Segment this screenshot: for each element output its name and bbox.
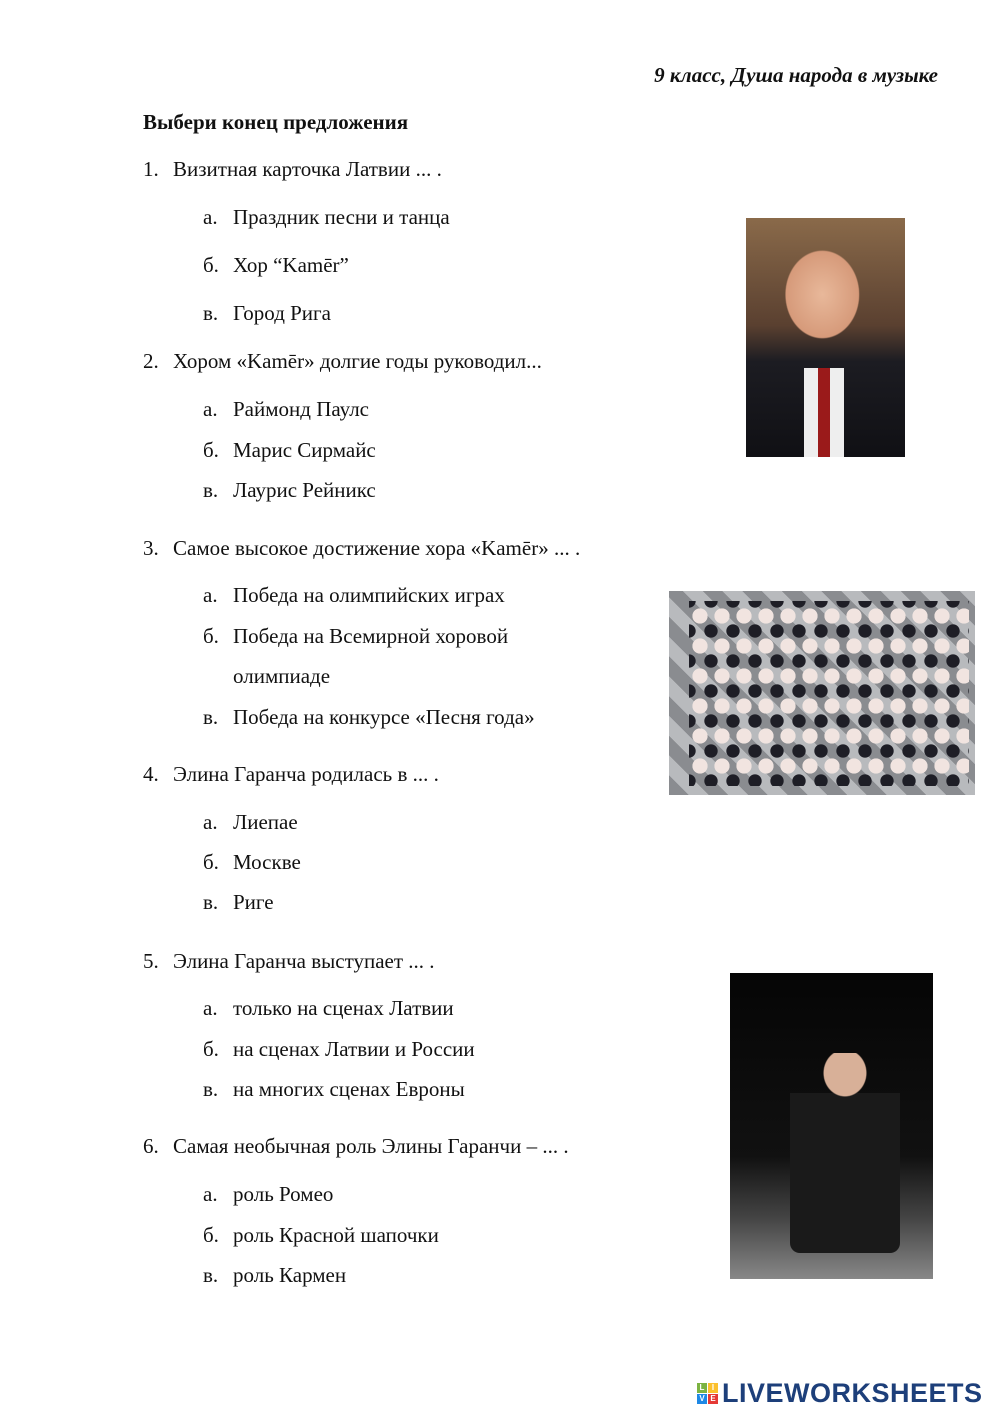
liveworksheets-logo — [697, 1378, 983, 1409]
option-text: Москве — [233, 850, 301, 874]
question-number: 4. — [143, 762, 159, 786]
option-letter: в. — [203, 478, 219, 502]
option-text: на многих сценах Евроны — [233, 1077, 465, 1101]
opera-singer-stage-photo — [730, 973, 933, 1279]
instruction-title: Выбери конец предложения — [143, 110, 409, 134]
option-text: только на сценах Латвии — [233, 996, 454, 1020]
option-text: Победа на Всемирной хоровой — [233, 624, 509, 648]
option-text: роль Красной шапочки — [233, 1223, 439, 1247]
option-letter: б. — [203, 438, 219, 462]
question-text: Самое высокое достижение хора «Kamēr» ... . — [173, 536, 581, 560]
option-letter: в. — [203, 1263, 219, 1287]
question-text: Элина Гаранча родилась в ... . — [173, 762, 439, 786]
logo-blocks-icon: L I V E — [697, 1383, 718, 1404]
logo-text: LIVEWORKSHEETS — [722, 1378, 983, 1408]
option-text: Раймонд Паулс — [233, 397, 369, 421]
question-text: Визитная карточка Латвии ... . — [173, 157, 442, 181]
option-text: Лиепае — [233, 810, 298, 834]
option-letter: в. — [203, 705, 219, 729]
question-number: 5. — [143, 949, 159, 973]
option-text: Праздник песни и танца — [233, 205, 450, 229]
option-letter: а. — [203, 397, 218, 421]
option-text: на сценах Латвии и России — [233, 1037, 475, 1061]
option-letter: в. — [203, 301, 219, 325]
option-letter: а. — [203, 810, 218, 834]
option-text: Марис Сирмайс — [233, 438, 376, 462]
option-letter: а. — [203, 996, 218, 1020]
option-text: Лаурис Рейникс — [233, 478, 376, 502]
question-text: Самая необычная роль Элины Гаранчи – ... . — [173, 1134, 569, 1158]
option-letter: б. — [203, 850, 219, 874]
option-letter: б. — [203, 624, 219, 648]
option-letter: а. — [203, 583, 218, 607]
question-text: Элина Гаранча выступает ... . — [173, 949, 435, 973]
question-text: Хором «Kamēr» долгие годы руководил... — [173, 349, 542, 373]
option-text: Победа на конкурсе «Песня года» — [233, 705, 535, 729]
option-text: Город Рига — [233, 301, 331, 325]
option-letter: б. — [203, 1223, 219, 1247]
option-letter: б. — [203, 1037, 219, 1061]
option-letter: а. — [203, 205, 218, 229]
option-text: Победа на олимпийских играх — [233, 583, 505, 607]
choir-group-photo — [669, 591, 975, 795]
option-letter: в. — [203, 890, 219, 914]
option-text: Хор “Kamēr” — [233, 253, 349, 277]
option-text: олимпиаде — [233, 664, 331, 688]
option-letter: в. — [203, 1077, 219, 1101]
option-text: роль Кармен — [233, 1263, 347, 1287]
option-letter: а. — [203, 1182, 218, 1206]
option-text: Риге — [233, 890, 274, 914]
question-number: 3. — [143, 536, 159, 560]
portrait-photo-conductor — [746, 218, 905, 457]
option-letter: б. — [203, 253, 219, 277]
question-number: 2. — [143, 349, 159, 373]
option-text: роль Ромео — [233, 1182, 334, 1206]
worksheet-header: 9 класс, Душа народа в музыке — [654, 63, 938, 87]
question-number: 1. — [143, 157, 159, 181]
question-number: 6. — [143, 1134, 159, 1158]
